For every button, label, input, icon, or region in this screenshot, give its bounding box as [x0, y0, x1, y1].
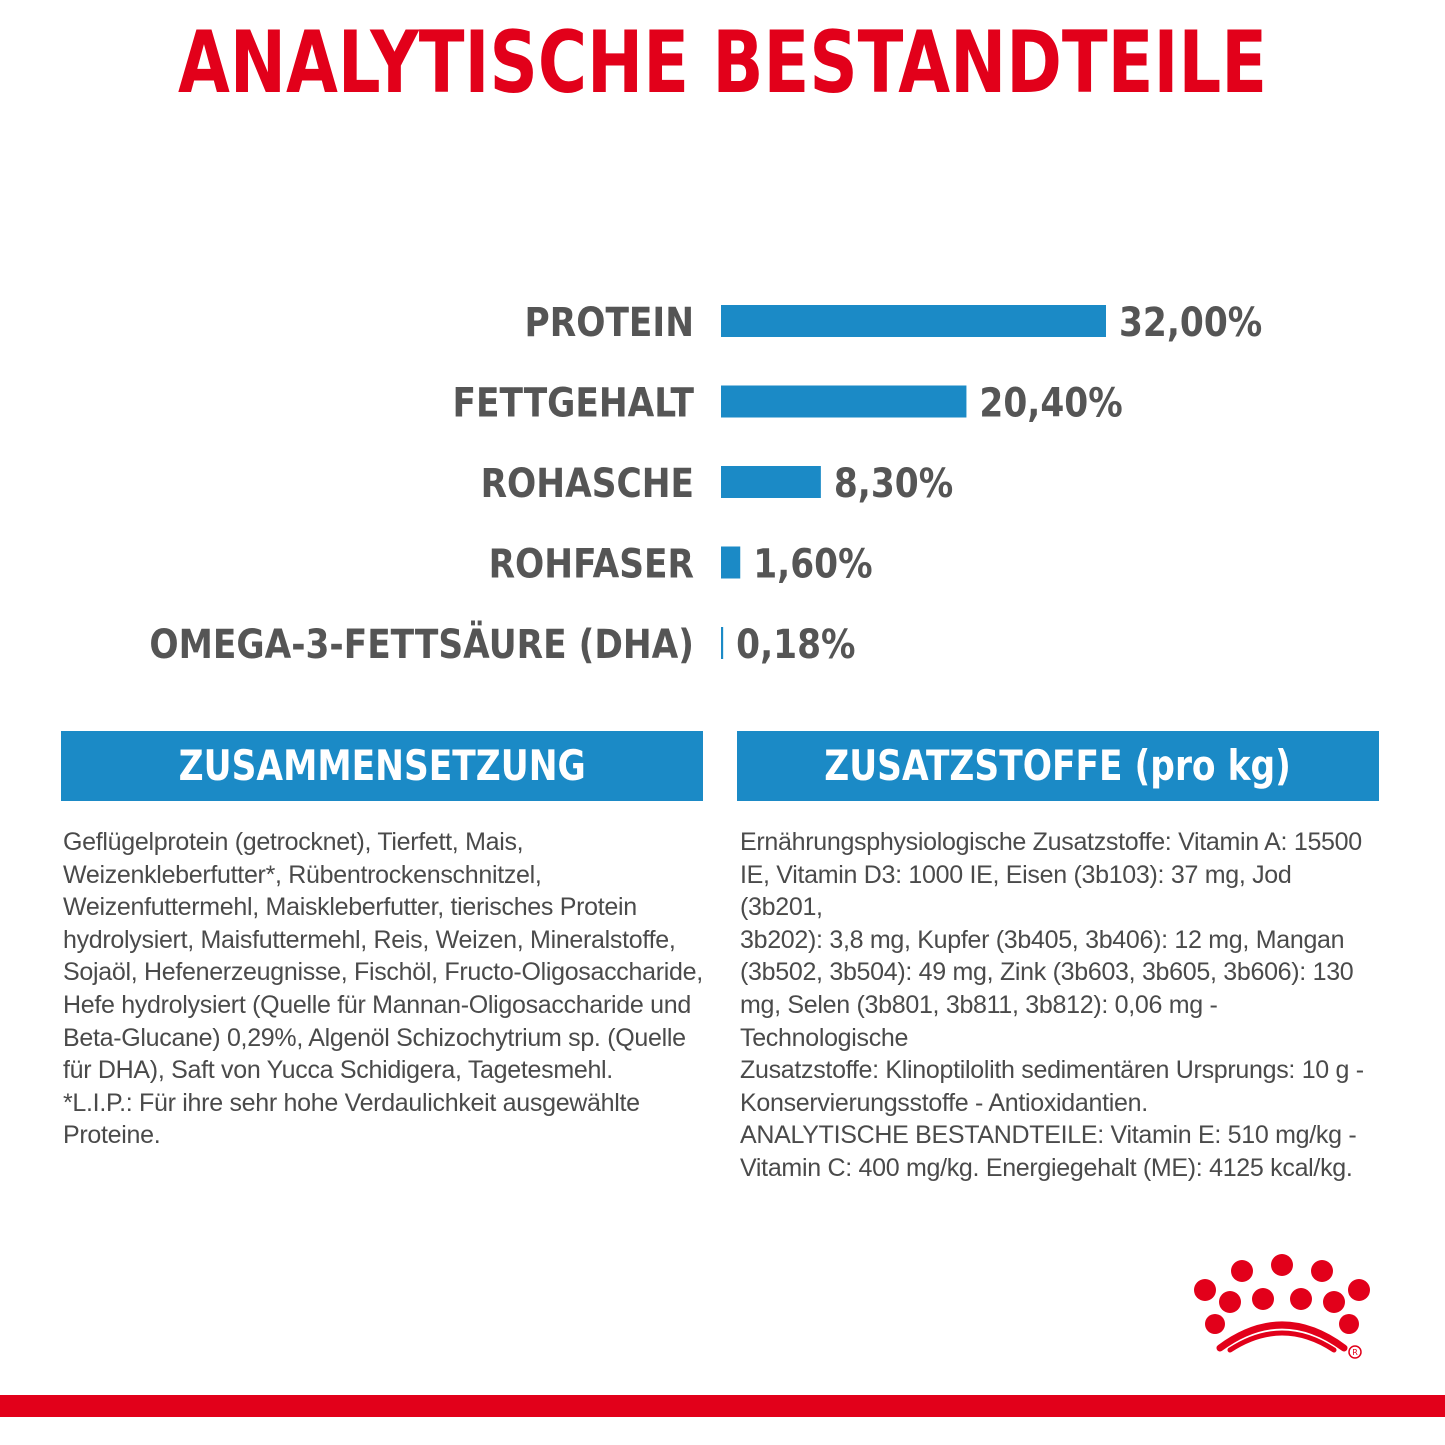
crown-logo-icon [1185, 1252, 1385, 1362]
composition-text-line: hydrolysiert, Maisfuttermehl, Reis, Weizen, Mineralstoffe, [63, 925, 676, 954]
additives-text [740, 826, 1380, 1185]
bar-category-label: OMEGA-3-FETTSÄURE (DHA) [149, 620, 695, 668]
page-title: ANALYTISCHE BESTANDTEILE [177, 13, 1268, 113]
additives-text-line: mg, Selen (3b801, 3b811, 3b812): 0,06 mg - Technologische [740, 990, 1218, 1052]
additives-text-line: Konservierungsstoffe - Antioxidantien. [740, 1088, 1148, 1117]
composition-text-line: Hefe hydrolysiert (Quelle für Mannan-Oligosaccharide und [63, 990, 691, 1019]
composition-text-line: Weizenkleberfutter*, Rübentrockenschnitzel, [63, 860, 542, 889]
additives-text-line: 3b202): 3,8 mg, Kupfer (3b405, 3b406): 12 mg, Mangan [740, 925, 1345, 954]
bar-category-label: ROHFASER [488, 539, 694, 588]
bar [721, 386, 966, 418]
bar-value-label: 20,40% [979, 378, 1123, 427]
composition-text-line: Proteine. [63, 1121, 161, 1150]
bar-value-label: 8,30% [833, 459, 954, 507]
bar [721, 466, 821, 498]
bar [721, 305, 1106, 337]
additives-header-label: ZUSATZSTOFFE (pro kg) [824, 741, 1292, 790]
bar [721, 627, 723, 659]
svg-text:R: R [1352, 1348, 1358, 1357]
bar [721, 547, 740, 579]
composition-text-line: für DHA), Saft von Yucca Schidigera, Tagetesmehl. [63, 1056, 613, 1085]
bar-category-label: PROTEIN [524, 298, 694, 346]
additives-text-line: IE, Vitamin D3: 1000 IE, Eisen (3b103): 37 mg, Jod (3b201, [740, 860, 1292, 922]
composition-text-line: Sojaöl, Hefenerzeugnisse, Fischöl, Fructo-Oligosaccharide, [63, 958, 703, 987]
bar-category-label: FETTGEHALT [452, 378, 694, 427]
additives-text-line: (3b502, 3b504): 49 mg, Zink (3b603, 3b605, 3b606): 130 [740, 958, 1354, 987]
bar-category-label: ROHASCHE [480, 459, 694, 507]
additives-text-line: Zusatzstoffe: Klinoptilolith sedimentären Ursprungs: 10 g - [740, 1056, 1364, 1085]
composition-text-line: Beta-Glucane) 0,29%, Algenöl Schizochytrium sp. (Quelle [63, 1023, 686, 1052]
nutrient-bar-chart [0, 270, 1445, 690]
composition-text-line: Weizenfuttermehl, Maiskleberfutter, tierisches Protein [63, 893, 637, 922]
additives-header [737, 731, 1379, 801]
additives-text-line: Vitamin C: 400 mg/kg. Energiegehalt (ME): 4125 kcal/kg. [740, 1153, 1353, 1182]
additives-text-line: ANALYTISCHE BESTANDTEILE: Vitamin E: 510 mg/kg - [740, 1121, 1357, 1150]
bottom-stripe [0, 1395, 1445, 1417]
composition-text-line: *L.I.P.: Für ihre sehr hohe Verdaulichkeit ausgewählte [63, 1088, 640, 1117]
composition-text-line: Geflügelprotein (getrocknet), Tierfett, Mais, [63, 828, 524, 856]
composition-text [63, 826, 703, 1152]
composition-header [61, 731, 703, 801]
composition-header-label: ZUSAMMENSETZUNG [178, 741, 586, 790]
bar-value-label: 0,18% [736, 620, 856, 668]
bar-value-label: 32,00% [1119, 298, 1263, 346]
additives-text-line: Ernährungsphysiologische Zusatzstoffe: Vitamin A: 15500 [740, 828, 1362, 856]
bar-value-label: 1,60% [753, 539, 873, 588]
